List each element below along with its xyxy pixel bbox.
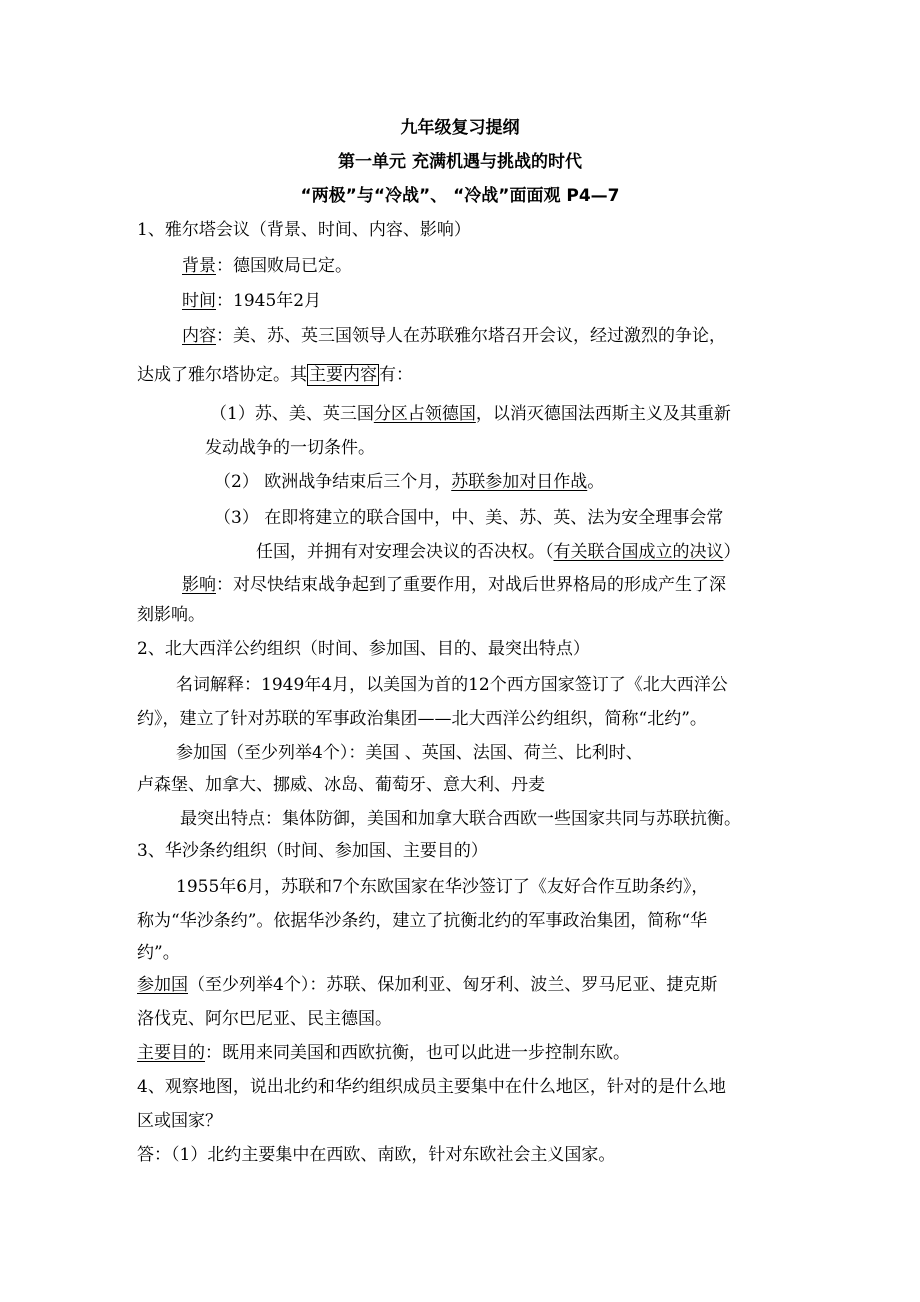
- item-3-cont: [256, 540, 741, 564]
- item-2-end: 。: [587, 472, 605, 492]
- background-line: [182, 254, 352, 278]
- content-text-2a: 达成了雅尔塔协定。其: [137, 365, 307, 385]
- warsaw-purpose-label: 主要目的: [137, 1043, 205, 1063]
- warsaw-purpose-text: ：既用来同美国和西欧抗衡，也可以此进一步控制东欧。: [205, 1043, 630, 1063]
- item-3-text-b: 任国，并拥有对安理会决议的否决权。（: [256, 542, 554, 562]
- section1-heading: 1、雅尔塔会议（背景、时间、内容、影响）: [137, 220, 471, 240]
- time-line: [182, 289, 321, 313]
- unit-title: 第一单元 充满机遇与挑战的时代: [338, 152, 582, 172]
- time-text: ：1945年2月: [216, 291, 322, 311]
- item-3-key: 有关联合国成立的决议: [553, 542, 724, 562]
- section4-question-2: 区或国家？: [137, 1111, 222, 1131]
- impact-label: 影响: [182, 575, 216, 595]
- item-1-text: （1）苏、美、英三国: [210, 404, 374, 424]
- warsaw-purpose: [137, 1041, 630, 1065]
- impact-text: ：对尽快结束战争起到了重要作用，对战后世界格局的形成产生了深: [216, 575, 726, 595]
- item-2-key: 苏联参加对日作战: [451, 472, 588, 492]
- time-label: 时间: [182, 291, 216, 311]
- nato-definition-2: 约》，建立了针对苏联的军事政治集团——北大西洋公约组织，简称“北约”。: [137, 709, 707, 729]
- section2-heading: 2、北大西洋公约组织（时间、参加国、目的、最突出特点）: [137, 639, 590, 659]
- impact-line-2: 刻影响。: [137, 605, 205, 625]
- nato-members-2: 卢森堡、加拿大、挪威、冰岛、葡萄牙、意大利、丹麦: [137, 775, 545, 795]
- warsaw-para-2: 称为“华沙条约”。依据华沙条约，建立了抗衡北约的军事政治集团，简称“华: [137, 911, 708, 931]
- section4-question: 4、观察地图，说出北约和华约组织成员主要集中在什么地区，针对的是什么地: [137, 1077, 726, 1097]
- nato-members: 参加国（至少列举4个）：美国 、英国、法国、荷兰、比利时、: [176, 743, 643, 763]
- content-line: [182, 324, 726, 348]
- content-label: 内容: [182, 326, 216, 346]
- content-line-2: [137, 363, 413, 387]
- warsaw-members-2: 洛伐克、阿尔巴尼亚、民主德国。: [137, 1009, 392, 1029]
- section4-answer: 答：（1）北约主要集中在西欧、南欧，针对东欧社会主义国家。: [137, 1145, 616, 1165]
- content-text-2b: 有：: [379, 365, 413, 385]
- impact-line: [182, 573, 726, 597]
- warsaw-para-1: 1955年6月，苏联和7个东欧国家在华沙签订了《友好合作互助条约》，: [176, 877, 709, 897]
- main-content-box: 主要内容: [309, 365, 377, 385]
- warsaw-members: [137, 973, 717, 997]
- lesson-title: “两极”与“冷战”、 “冷战”面面观 P4—7: [300, 186, 620, 206]
- item-2-text: （2） 欧洲战争结束后三个月，: [214, 472, 452, 492]
- item-1-key: 分区占领德国: [373, 404, 476, 424]
- item-1-cont: 发动战争的一切条件。: [205, 438, 375, 458]
- content-text: ：美、苏、英三国领导人在苏联雅尔塔召开会议，经过激烈的争论，: [216, 326, 726, 346]
- item-3: （3） 在即将建立的联合国中，中、美、苏、英、法为安全理事会常: [214, 508, 724, 528]
- section3-heading: 3、华沙条约组织（时间、参加国、主要目的）: [137, 841, 488, 861]
- item-3-end: ）: [723, 542, 741, 562]
- background-text: ：德国败局已定。: [216, 256, 352, 276]
- warsaw-para-3: 约”。: [137, 943, 180, 963]
- nato-feature: 最突出特点：集体防御，美国和加拿大联合西欧一些国家共同与苏联抗衡。: [180, 809, 741, 829]
- item-1: [210, 402, 731, 426]
- item-2: [214, 470, 604, 494]
- warsaw-members-label: 参加国: [137, 975, 188, 995]
- background-label: 背景: [182, 256, 216, 276]
- item-1-text-b: ，以消灭德国法西斯主义及其重新: [475, 404, 731, 424]
- nato-definition: 名词解释：1949年4月，以美国为首的12个西方国家签订了《北大西洋公: [176, 675, 728, 695]
- warsaw-members-text: （至少列举4个）：苏联、保加利亚、匈牙利、波兰、罗马尼亚、捷克斯: [188, 975, 718, 995]
- doc-title: 九年级复习提纲: [400, 118, 520, 138]
